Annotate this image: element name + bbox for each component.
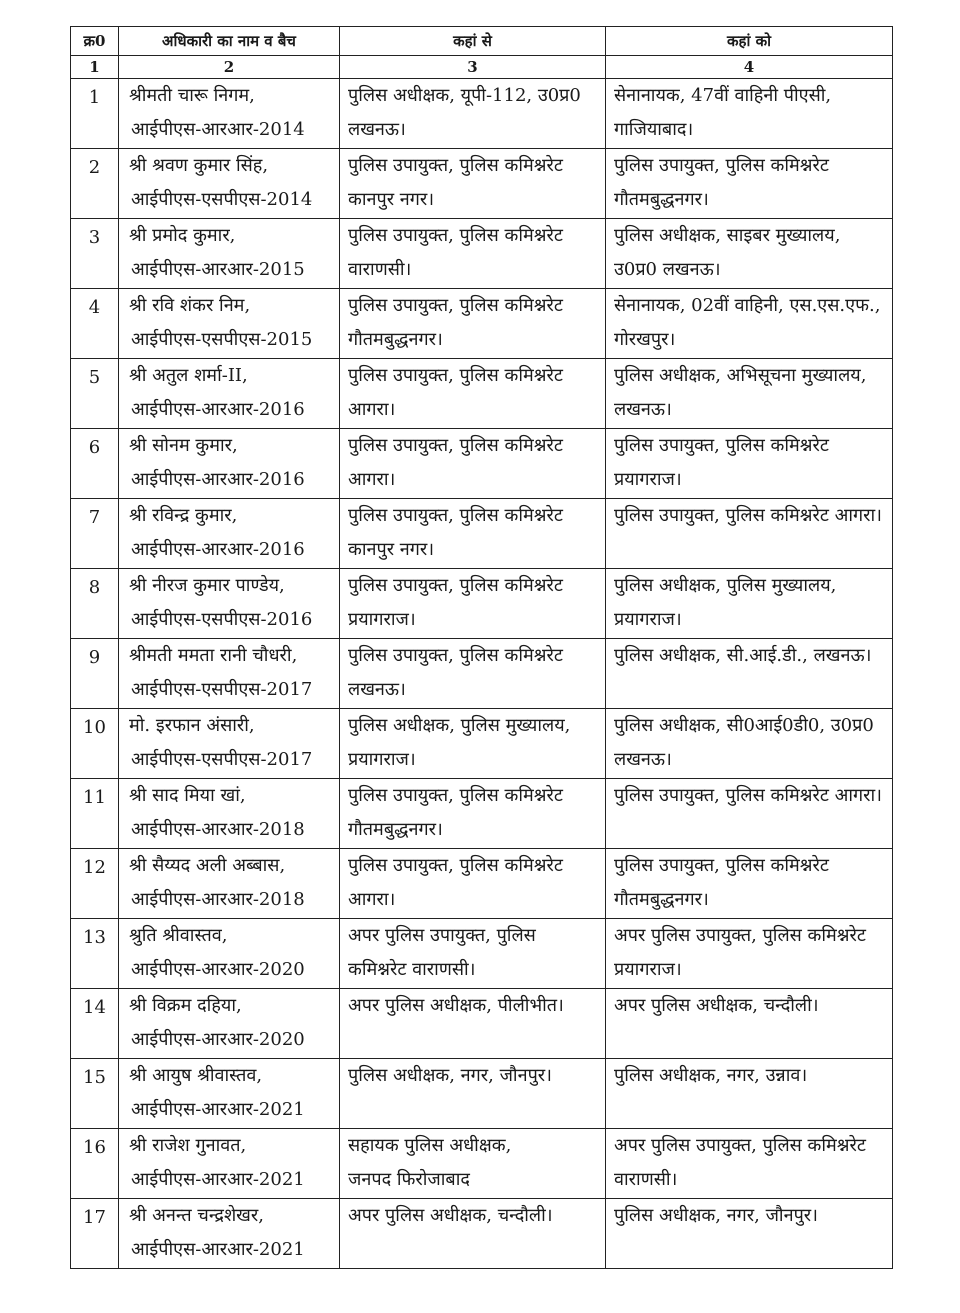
officer-cell	[119, 359, 340, 429]
table-row	[71, 219, 893, 289]
serial-number: 1	[71, 79, 119, 149]
to-post-line2: प्रयागराज।	[614, 469, 682, 490]
serial-number: 6	[71, 429, 119, 499]
officer-cell	[119, 149, 340, 219]
to-cell	[606, 219, 893, 289]
table-row	[71, 149, 893, 219]
serial-number: 5	[71, 359, 119, 429]
from-post-line2: प्रयागराज।	[348, 749, 416, 770]
officer-batch: आईपीएस-आरआर-2018	[131, 889, 305, 910]
to-cell	[606, 359, 893, 429]
to-cell	[606, 429, 893, 499]
officer-batch: आईपीएस-एसपीएस-2014	[131, 189, 313, 210]
to-cell	[606, 79, 893, 149]
table-row	[71, 709, 893, 779]
officer-batch: आईपीएस-आरआर-2014	[131, 119, 305, 140]
from-cell	[340, 79, 606, 149]
officer-name: श्री अतुल शर्मा-II,	[129, 365, 248, 386]
officer-name: श्रीमती चारू निगम,	[129, 85, 255, 106]
to-post-line1: पुलिस उपायुक्त, पुलिस कमिश्नरेट आगरा।	[614, 785, 883, 806]
column-number: 3	[340, 56, 606, 79]
transfer-table	[70, 26, 893, 1269]
header-sno: क्र0	[71, 27, 119, 56]
officer-cell	[119, 429, 340, 499]
serial-number: 16	[71, 1129, 119, 1199]
to-cell	[606, 709, 893, 779]
serial-number: 8	[71, 569, 119, 639]
to-post-line2: गाजियाबाद।	[614, 119, 694, 140]
officer-name: श्री राजेश गुनावत,	[129, 1135, 247, 1156]
officer-name: श्रीमती ममता रानी चौधरी,	[129, 645, 298, 666]
to-post-line1: पुलिस उपायुक्त, पुलिस कमिश्नरेट	[614, 435, 829, 456]
table-row	[71, 639, 893, 709]
from-post-line2: लखनऊ।	[348, 119, 406, 140]
from-post-line2: आगरा।	[348, 469, 396, 490]
officer-cell	[119, 499, 340, 569]
to-cell	[606, 849, 893, 919]
from-post-line2: गौतमबुद्धनगर।	[348, 329, 443, 350]
officer-batch: आईपीएस-आरआर-2021	[131, 1239, 305, 1260]
table-row	[71, 1129, 893, 1199]
header-to: कहां को	[606, 27, 893, 56]
to-post-line1: पुलिस अधीक्षक, नगर, जौनपुर।	[614, 1205, 818, 1226]
from-post-line1: पुलिस उपायुक्त, पुलिस कमिश्नरेट	[348, 295, 563, 316]
serial-number: 14	[71, 989, 119, 1059]
officer-name: श्रुति श्रीवास्तव,	[129, 925, 228, 946]
officer-name: श्री नीरज कुमार पाण्डेय,	[129, 575, 285, 596]
officer-cell	[119, 709, 340, 779]
serial-number: 2	[71, 149, 119, 219]
to-cell	[606, 149, 893, 219]
officer-cell	[119, 989, 340, 1059]
officer-batch: आईपीएस-आरआर-2020	[131, 1029, 305, 1050]
serial-number: 3	[71, 219, 119, 289]
officer-batch: आईपीएस-आरआर-2021	[131, 1099, 305, 1120]
to-cell	[606, 989, 893, 1059]
serial-number: 4	[71, 289, 119, 359]
table-row	[71, 919, 893, 989]
officer-name: मो. इरफान अंसारी,	[129, 715, 255, 736]
from-cell	[340, 849, 606, 919]
to-cell	[606, 1059, 893, 1129]
from-cell	[340, 639, 606, 709]
table-row	[71, 429, 893, 499]
column-number-row	[71, 56, 893, 79]
from-post-line1: पुलिस उपायुक्त, पुलिस कमिश्नरेट	[348, 785, 563, 806]
to-post-line1: अपर पुलिस उपायुक्त, पुलिस कमिश्नरेट	[614, 1135, 866, 1156]
to-post-line2: प्रयागराज।	[614, 959, 682, 980]
table-body	[71, 79, 893, 1269]
table-row	[71, 359, 893, 429]
to-post-line1: पुलिस अधीक्षक, अभिसूचना मुख्यालय,	[614, 365, 867, 386]
column-number: 4	[606, 56, 893, 79]
from-post-line2: जनपद फिरोजाबाद	[348, 1169, 470, 1190]
from-post-line2: प्रयागराज।	[348, 609, 416, 630]
officer-name: श्री रवि शंकर निम,	[129, 295, 251, 316]
to-post-line2: गौतमबुद्धनगर।	[614, 889, 709, 910]
from-cell	[340, 219, 606, 289]
to-cell	[606, 1129, 893, 1199]
serial-number: 17	[71, 1199, 119, 1269]
to-post-line2: गौतमबुद्धनगर।	[614, 189, 709, 210]
to-cell	[606, 779, 893, 849]
from-cell	[340, 779, 606, 849]
header-row	[71, 27, 893, 56]
officer-cell	[119, 1199, 340, 1269]
to-post-line1: पुलिस अधीक्षक, नगर, उन्नाव।	[614, 1065, 808, 1086]
header-name: अधिकारी का नाम व बैच	[119, 27, 340, 56]
from-post-line2: वाराणसी।	[348, 259, 412, 280]
officer-name: श्री सोनम कुमार,	[129, 435, 238, 456]
to-post-line1: पुलिस अधीक्षक, सी.आई.डी., लखनऊ।	[614, 645, 872, 666]
from-post-line1: पुलिस अधीक्षक, यूपी-112, उ0प्र0	[348, 85, 581, 106]
table-header	[71, 27, 893, 79]
table-row	[71, 1199, 893, 1269]
from-post-line2: लखनऊ।	[348, 679, 406, 700]
to-post-line2: प्रयागराज।	[614, 609, 682, 630]
officer-batch: आईपीएस-आरआर-2018	[131, 819, 305, 840]
from-post-line1: पुलिस अधीक्षक, पुलिस मुख्यालय,	[348, 715, 571, 736]
from-cell	[340, 1059, 606, 1129]
from-post-line1: सहायक पुलिस अधीक्षक,	[348, 1135, 512, 1156]
from-cell	[340, 359, 606, 429]
serial-number: 15	[71, 1059, 119, 1129]
officer-batch: आईपीएस-एसपीएस-2016	[131, 609, 313, 630]
officer-name: श्री रविन्द्र कुमार,	[129, 505, 238, 526]
to-post-line1: अपर पुलिस अधीक्षक, चन्दौली।	[614, 995, 819, 1016]
to-post-line1: पुलिस अधीक्षक, पुलिस मुख्यालय,	[614, 575, 837, 596]
officer-name: श्री सैय्यद अली अब्बास,	[129, 855, 286, 876]
to-cell	[606, 569, 893, 639]
from-post-line2: कानपुर नगर।	[348, 189, 435, 210]
from-post-line1: पुलिस उपायुक्त, पुलिस कमिश्नरेट	[348, 225, 563, 246]
from-post-line1: पुलिस उपायुक्त, पुलिस कमिश्नरेट	[348, 645, 563, 666]
officer-name: श्री आयुष श्रीवास्तव,	[129, 1065, 263, 1086]
to-post-line2: लखनऊ।	[614, 399, 672, 420]
to-cell	[606, 289, 893, 359]
from-cell	[340, 289, 606, 359]
to-post-line1: सेनानायक, 02वीं वाहिनी, एस.एस.एफ.,	[614, 295, 881, 316]
table-row	[71, 289, 893, 359]
to-post-line1: पुलिस उपायुक्त, पुलिस कमिश्नरेट	[614, 855, 829, 876]
table-row	[71, 989, 893, 1059]
from-post-line2: आगरा।	[348, 889, 396, 910]
officer-cell	[119, 1059, 340, 1129]
officer-batch: आईपीएस-एसपीएस-2017	[131, 749, 313, 770]
table-row	[71, 849, 893, 919]
officer-batch: आईपीएस-आरआर-2016	[131, 539, 305, 560]
officer-cell	[119, 569, 340, 639]
from-post-line1: अपर पुलिस उपायुक्त, पुलिस	[348, 925, 536, 946]
from-cell	[340, 1199, 606, 1269]
to-post-line1: अपर पुलिस उपायुक्त, पुलिस कमिश्नरेट	[614, 925, 866, 946]
to-post-line1: पुलिस अधीक्षक, साइबर मुख्यालय,	[614, 225, 841, 246]
to-cell	[606, 919, 893, 989]
table-row	[71, 779, 893, 849]
from-post-line2: कानपुर नगर।	[348, 539, 435, 560]
officer-cell	[119, 289, 340, 359]
to-cell	[606, 639, 893, 709]
officer-batch: आईपीएस-आरआर-2016	[131, 399, 305, 420]
serial-number: 10	[71, 709, 119, 779]
officer-cell	[119, 849, 340, 919]
serial-number: 9	[71, 639, 119, 709]
header-from: कहां से	[340, 27, 606, 56]
officer-cell	[119, 219, 340, 289]
officer-cell	[119, 919, 340, 989]
table-row	[71, 79, 893, 149]
from-post-line2: कमिश्नरेट वाराणसी।	[348, 959, 476, 980]
officer-name: श्री साद मिया खां,	[129, 785, 246, 806]
serial-number: 11	[71, 779, 119, 849]
officer-cell	[119, 79, 340, 149]
from-post-line2: गौतमबुद्धनगर।	[348, 819, 443, 840]
officer-batch: आईपीएस-एसपीएस-2017	[131, 679, 313, 700]
table-row	[71, 499, 893, 569]
officer-cell	[119, 639, 340, 709]
from-post-line1: पुलिस उपायुक्त, पुलिस कमिश्नरेट	[348, 435, 563, 456]
to-post-line1: सेनानायक, 47वीं वाहिनी पीएसी,	[614, 85, 832, 106]
officer-batch: आईपीएस-आरआर-2020	[131, 959, 305, 980]
from-post-line1: पुलिस उपायुक्त, पुलिस कमिश्नरेट	[348, 575, 563, 596]
officer-name: श्री अनन्त चन्द्रशेखर,	[129, 1205, 264, 1226]
serial-number: 13	[71, 919, 119, 989]
to-post-line2: लखनऊ।	[614, 749, 672, 770]
to-post-line2: उ0प्र0 लखनऊ।	[614, 259, 721, 280]
officer-name: श्री श्रवण कुमार सिंह,	[129, 155, 269, 176]
column-number: 1	[71, 56, 119, 79]
column-number: 2	[119, 56, 340, 79]
from-post-line1: पुलिस अधीक्षक, नगर, जौनपुर।	[348, 1065, 552, 1086]
from-cell	[340, 149, 606, 219]
officer-cell	[119, 1129, 340, 1199]
serial-number: 7	[71, 499, 119, 569]
from-post-line1: अपर पुलिस अधीक्षक, पीलीभीत।	[348, 995, 564, 1016]
from-post-line2: आगरा।	[348, 399, 396, 420]
from-post-line1: अपर पुलिस अधीक्षक, चन्दौली।	[348, 1205, 553, 1226]
officer-name: श्री प्रमोद कुमार,	[129, 225, 236, 246]
to-post-line2: गोरखपुर।	[614, 329, 676, 350]
from-cell	[340, 919, 606, 989]
officer-batch: आईपीएस-आरआर-2021	[131, 1169, 305, 1190]
table-row	[71, 1059, 893, 1129]
officer-batch: आईपीएस-आरआर-2015	[131, 259, 305, 280]
officer-batch: आईपीएस-एसपीएस-2015	[131, 329, 313, 350]
to-post-line1: पुलिस अधीक्षक, सी0आई0डी0, उ0प्र0	[614, 715, 874, 736]
serial-number: 12	[71, 849, 119, 919]
from-post-line1: पुलिस उपायुक्त, पुलिस कमिश्नरेट	[348, 155, 563, 176]
from-post-line1: पुलिस उपायुक्त, पुलिस कमिश्नरेट	[348, 855, 563, 876]
from-cell	[340, 1129, 606, 1199]
table-row	[71, 569, 893, 639]
from-cell	[340, 429, 606, 499]
to-post-line1: पुलिस उपायुक्त, पुलिस कमिश्नरेट आगरा।	[614, 505, 883, 526]
to-post-line2: वाराणसी।	[614, 1169, 678, 1190]
from-cell	[340, 709, 606, 779]
from-cell	[340, 569, 606, 639]
to-cell	[606, 499, 893, 569]
officer-batch: आईपीएस-आरआर-2016	[131, 469, 305, 490]
officer-name: श्री विक्रम दहिया,	[129, 995, 242, 1016]
from-post-line1: पुलिस उपायुक्त, पुलिस कमिश्नरेट	[348, 505, 563, 526]
to-post-line1: पुलिस उपायुक्त, पुलिस कमिश्नरेट	[614, 155, 829, 176]
from-cell	[340, 989, 606, 1059]
officer-cell	[119, 779, 340, 849]
from-post-line1: पुलिस उपायुक्त, पुलिस कमिश्नरेट	[348, 365, 563, 386]
to-cell	[606, 1199, 893, 1269]
from-cell	[340, 499, 606, 569]
